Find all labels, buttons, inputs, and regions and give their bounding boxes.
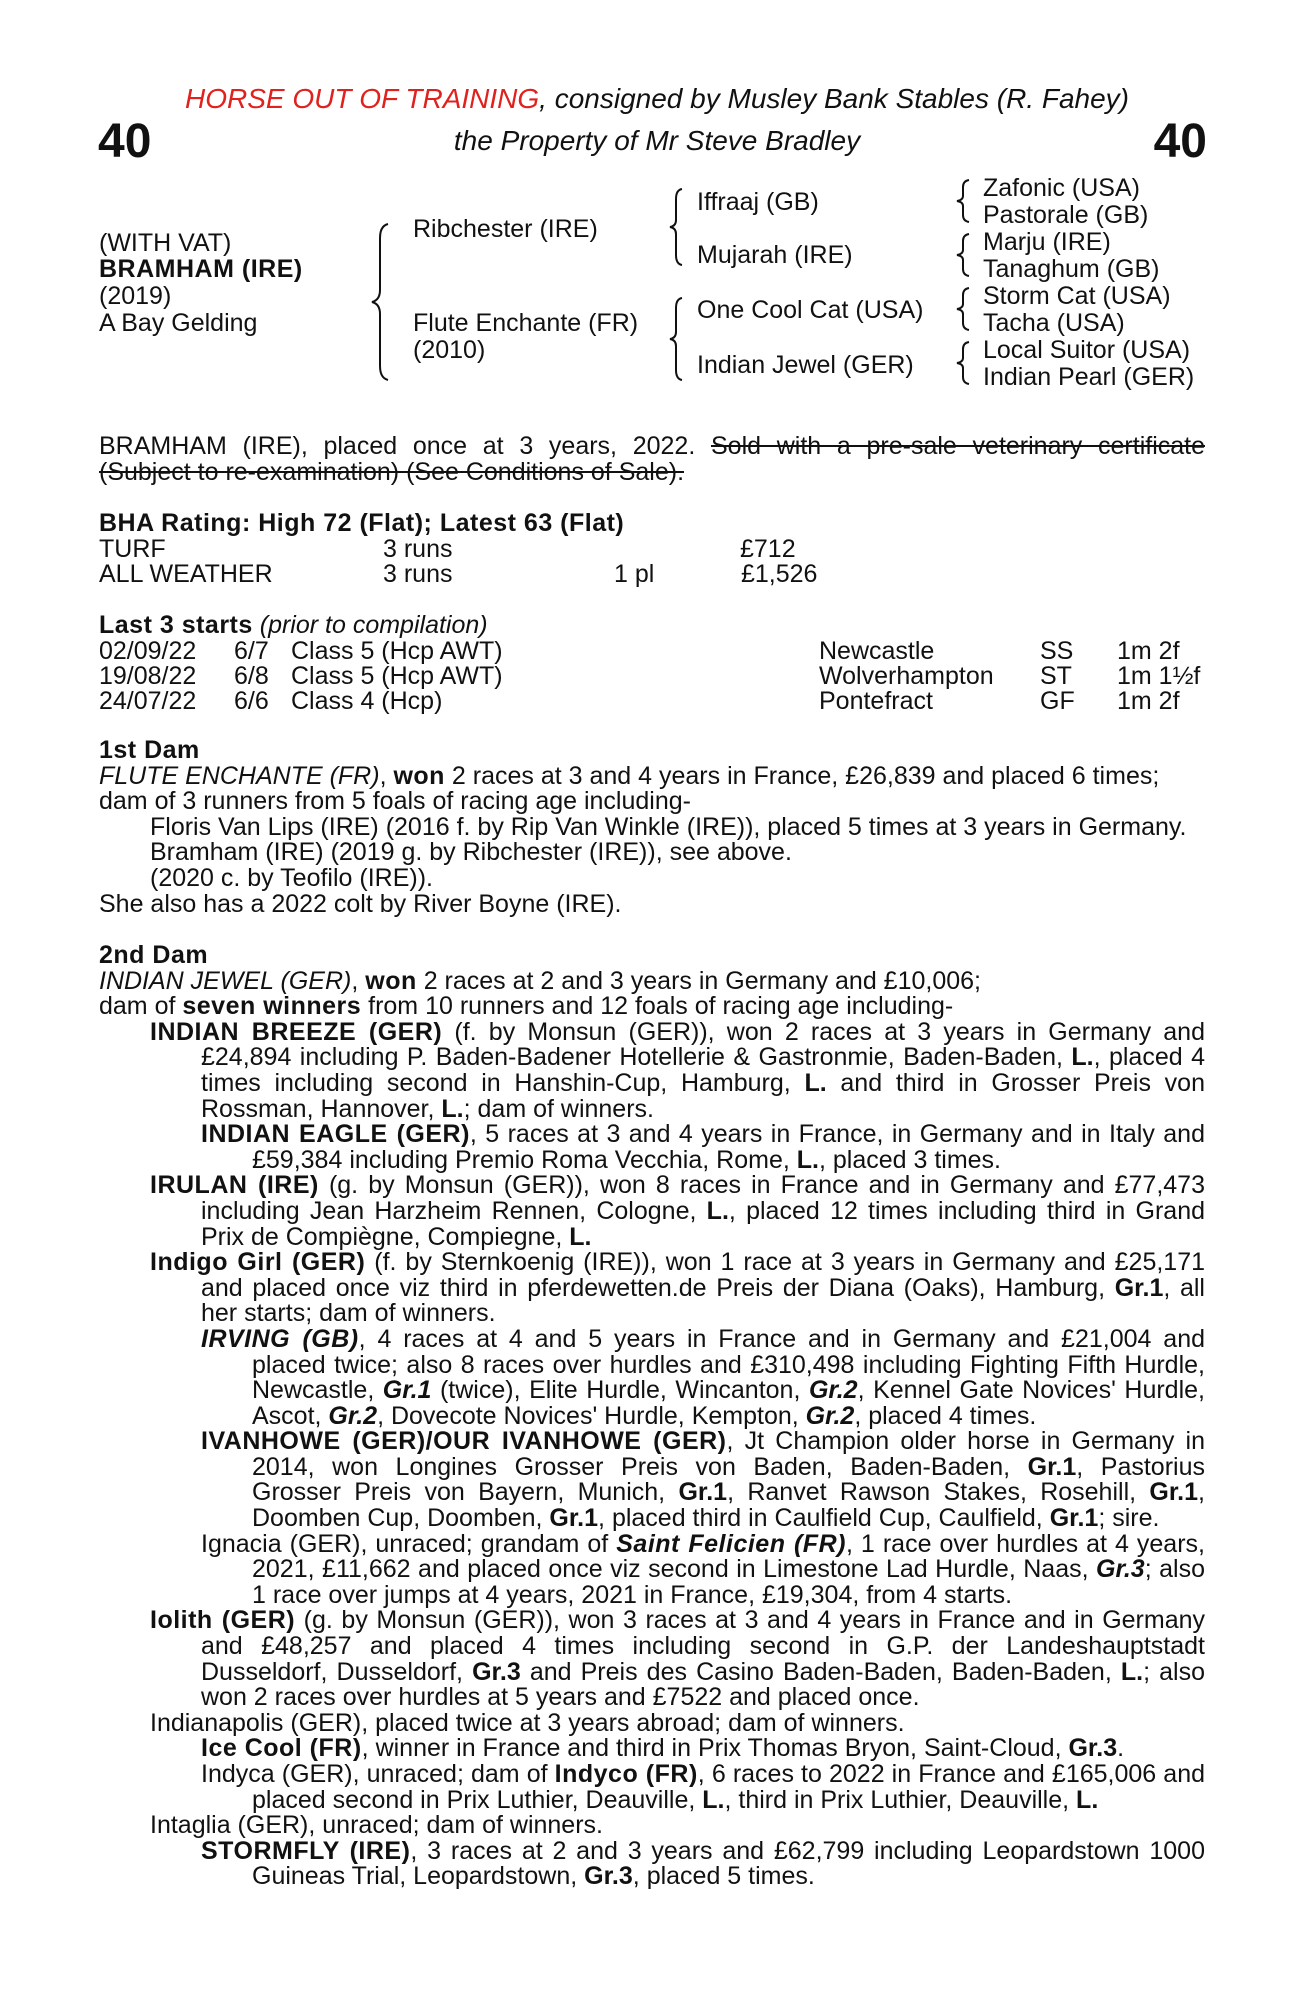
entry-indianapolis: Indianapolis (GER), placed twice at 3 years abroad; dam of winners. <box>150 1708 905 1737</box>
pedigree-g1: Zafonic (USA) <box>983 174 1140 202</box>
pedigree-brace-sire <box>668 187 690 267</box>
pedigree-dam-year: (2010) <box>413 336 486 364</box>
second-dam-record: 2 races at 2 and 3 years in Germany and £10,006; <box>416 966 981 995</box>
pedigree-g6: Tacha (USA) <box>983 309 1125 337</box>
pedigree-g4: Tanaghum (GB) <box>983 255 1160 283</box>
pedigree-dam: Flute Enchante (FR) <box>413 309 639 337</box>
first-dam-won: won <box>393 761 445 790</box>
start-2-course: Wolverhampton <box>819 662 994 690</box>
summary-text: BRAMHAM (IRE), placed once at 3 years, 2022. <box>99 432 696 460</box>
start-1-date: 02/09/22 <box>99 637 197 665</box>
second-dam-won: won <box>365 966 417 995</box>
header-line-2: the Property of Mr Steve Bradley <box>453 125 861 156</box>
pedigree-brace-g3 <box>955 286 975 332</box>
start-2-class: Class 5 (Hcp AWT) <box>291 662 503 690</box>
lot-number-right: 40 <box>1153 115 1207 168</box>
pedigree-sire-dam: Mujarah (IRE) <box>697 241 853 269</box>
consignor-text: , consigned by Musley Bank Stables (R. Fahey) <box>539 83 1129 114</box>
pedigree-brace-g4 <box>955 340 975 386</box>
rating-row-aw-surface: ALL WEATHER <box>99 560 273 588</box>
entry-irving: IRVING (GB), 4 races at 4 and 5 years in France and in Germany and £21,004 and placed twice; also 8 races over hurdles and £310,498 including Fighting Fifth Hurdle, Newcastle, Gr.1 (twice), Elite Hurdle, Wincanton, Gr.2, Kennel Gate Novices' Hurdle, Ascot, Gr.2, Dovecote Novices' Hurdle, Kempton, Gr.2, placed 4 times. <box>201 1324 1205 1430</box>
start-1-class: Class 5 (Hcp AWT) <box>291 637 503 665</box>
start-1-dist: 1m 2f <box>1117 637 1180 665</box>
entry-indigo-girl: Indigo Girl (GER) (f. by Sternkoenig (IRE)), won 1 race at 3 years in Germany and £25,171 and placed once viz third in pferdewetten.de Preis der Diana (Oaks), Hamburg, Gr.1, all her starts; dam of winners. <box>150 1248 1205 1328</box>
start-1-course: Newcastle <box>819 637 935 665</box>
first-dam-line2: dam of 3 runners from 5 foals of racing age including- <box>99 787 691 816</box>
first-dam-progeny-1: Floris Van Lips (IRE) (2016 f. by Rip Van Winkle (IRE)), placed 5 times at 3 years in Germany. <box>150 812 1187 841</box>
vet-cert-struck-2: (Subject to re-examination) (See Conditions of Sale). <box>99 457 685 486</box>
pedigree-g7: Local Suitor (USA) <box>983 336 1191 364</box>
first-dam-heading: 1st Dam <box>99 736 200 764</box>
pedigree-brace-g1 <box>955 178 975 224</box>
entry-stormfly: STORMFLY (IRE), 3 races at 2 and 3 years and £62,799 including Leopardstown 1000 Guineas Trial, Leopardstown, Gr.3, placed 5 times. <box>201 1836 1205 1891</box>
entry-indian-breeze: INDIAN BREEZE (GER) (f. by Monsun (GER)), won 2 races at 3 years in Germany and £24,894 including P. Baden-Badener Hotellerie & Gastronmie, Baden-Baden, L., placed 4 times including second in Hanshin-Cup, Hamburg, L. and third in Grosser Preis von Rossman, Hannover, L.; dam of winners. <box>150 1017 1205 1123</box>
bha-rating-heading: BHA Rating: High 72 (Flat); Latest 63 (Flat) <box>99 509 625 537</box>
horse-name: BRAMHAM (IRE) <box>99 255 303 283</box>
second-dam-heading: 2nd Dam <box>99 941 209 969</box>
start-2-dist: 1m 1½f <box>1117 662 1201 690</box>
pedigree-brace-dam <box>668 296 690 382</box>
seven-winners: seven winners <box>182 992 362 1021</box>
entry-ivanhowe: IVANHOWE (GER)/OUR IVANHOWE (GER), Jt Champion older horse in Germany in 2014, won Longines Grosser Preis von Baden, Baden-Baden, Gr.1, Pastorius Grosser Preis von Bayern, Munich, Gr.1, Ranvet Rawson Stakes, Rosehill, Gr.1, Doomben Cup, Doomben, Gr.1, placed third in Caulfield Cup, Caulfield, Gr.1; sire. <box>201 1427 1205 1533</box>
start-3-dist: 1m 2f <box>1117 687 1180 715</box>
pedigree-brace-main <box>370 222 400 382</box>
start-2-pos: 6/8 <box>234 662 269 690</box>
first-dam-progeny-3: (2020 c. by Teofilo (IRE)). <box>150 863 433 892</box>
start-3-date: 24/07/22 <box>99 687 197 715</box>
start-3-course: Pontefract <box>819 687 933 715</box>
pedigree-g3: Marju (IRE) <box>983 228 1111 256</box>
header-line-1 <box>0 82 1314 116</box>
first-dam-note: She also has a 2022 colt by River Boyne (IRE). <box>99 889 622 918</box>
rating-row-turf-surface: TURF <box>99 535 166 563</box>
entry-intaglia: Intaglia (GER), unraced; dam of winners. <box>150 1811 603 1840</box>
entry-ignacia: Ignacia (GER), unraced; grandam of Saint Felicien (FR), 1 race over hurdles at 4 years, 2021, £11,662 and placed once viz second in Limestone Lad Hurdle, Naas, Gr.3; also 1 race over jumps at 4 years, 2021 in France, £19,304, from 4 starts. <box>201 1529 1205 1609</box>
start-3-pos: 6/6 <box>234 687 269 715</box>
entry-indyca: Indyca (GER), unraced; dam of Indyco (FR), 6 races to 2022 in France and £165,006 and placed second in Prix Luthier, Deauville, L., third in Prix Luthier, Deauville, L. <box>201 1760 1206 1814</box>
second-dam-section: 2nd Dam INDIAN JEWEL (GER), won 2 races at 2 and 3 years in Germany and £10,006; dam of seven winners from 10 runners and 12 foals of racing age including- INDIAN BREEZE (GER) (f. by Monsun (GER)), won 2 races at 3 years in Germany and £24,894 including P. Baden-Badener Hotellerie & Gastronmie, Baden-Baden, L., placed 4 times including second in Hanshin-Cup, Hamburg, L. and third in Grosser Preis von Rossman, Hannover, L.; dam of winners. INDIAN EAGLE (GER), 5 races at 3 and 4 years in France, in Germany and in Italy and £59,384 including Premio Roma Vecchia, Rome, L., placed 3 times. IRULAN (IRE) (g. by Monsun (GER)), won 8 races in France and in Germany and £77,473 including Jean Harzheim Rennen, Cologne, L., placed 12 times including third in Grand Prix de Compiègne, Compiegne, L. Indigo Girl (GER) (f. by Sternkoenig (IRE)), won 1 race at 3 years in Germany and £25,171 and placed once viz third in pferdewetten.de Preis der Diana (Oaks), Hamburg, Gr.1, all her starts; dam of winners. IRVING (GB), 4 races at 4 and 5 years in France and in Germany and £21,004 and placed twice; also 8 races over hurdles and £310,498 including Fighting Fifth Hurdle, Newcastle, Gr.1 (twice), Elite Hurdle, Wincanton, Gr.2, Kennel Gate Novices' Hurdle, Ascot, Gr.2, Dovecote Novices' Hurdle, Kempton, Gr.2, placed 4 times. IVANHOWE (GER)/OUR IVANHOWE (GER), Jt Champion older horse in Germany in 2014, won Longines Grosser Preis von Baden, Baden-Baden, Gr.1, Pastorius Grosser Preis von Bayern, Munich, Gr.1, Ranvet Rawson Stakes, Rosehill, Gr.1, Doomben Cup, Doomben, Gr.1, placed third in Caulfield Cup, Caulfield, Gr.1; sire. Ignacia (GER), unraced; grandam of Saint Felicien (FR), 1 race over hurdles at 4 years, 2021, £11,662 and placed once viz second in Limestone Lad Hurdle, Naas, Gr.3; also 1 race over jumps at 4 years, 2021 in France, £19,304, from 4 starts. Iolith (GER) (g. by Monsun (GER)), won 3 races at 3 and 4 years in France and in Germany and £48,257 and placed 4 times including second in G.P. der Landeshauptstadt Dusseldorf, Dusseldorf, Gr.3 and Preis des Casino Baden-Baden, Baden-Baden, L.; also won 2 races over hurdles at 5 years and £7522 and placed once. Indianapolis (GER), placed twice at 3 years abroad; dam of winners. Ice Cool (FR), winner in France and third in Prix Thomas Bryon, Saint-Cloud, Gr.3. Indyca (GER), unraced; dam of Indyco (FR), 6 races to 2022 in France and £165,006 and placed second in Prix Luthier, Deauville, L., third in Prix Luthier, Deauville, L. Intaglia (GER), unraced; dam of winners. STORMFLY (IRE), 3 races at 2 and 3 years and £62,799 including Leopardstown 1000 Guineas Trial, Leopardstown, Gr.3, placed 5 times. <box>99 941 1206 1891</box>
pedigree-dam-sire: One Cool Cat (USA) <box>697 296 924 324</box>
horse-out-of-training-label: HORSE OUT OF TRAINING <box>184 83 540 114</box>
start-3-going: GF <box>1040 687 1075 715</box>
start-1-going: SS <box>1040 637 1074 665</box>
start-3-class: Class 4 (Hcp) <box>291 687 443 715</box>
entry-indian-eagle: INDIAN EAGLE (GER), 5 races at 3 and 4 years in France, in Germany and in Italy and £59,384 including Premio Roma Vecchia, Rome, L., placed 3 times. <box>201 1120 1205 1174</box>
pedigree-dam-dam: Indian Jewel (GER) <box>697 351 914 379</box>
last-starts-heading-line <box>99 612 488 638</box>
pedigree-brace-g2 <box>955 232 975 278</box>
last-starts-heading: Last 3 starts <box>99 611 253 639</box>
last-starts-note: (prior to compilation) <box>259 611 488 639</box>
vet-cert-struck-1: Sold with a pre-sale veterinary certificate <box>711 432 1205 460</box>
rating-row-turf-runs: 3 runs <box>383 535 453 563</box>
horse-year: (2019) <box>99 282 172 310</box>
first-dam-name: FLUTE ENCHANTE (FR) <box>99 761 380 790</box>
rating-row-turf-earnings: £712 <box>740 535 796 563</box>
start-2-date: 19/08/22 <box>99 662 197 690</box>
vat-label: (WITH VAT) <box>99 229 232 257</box>
pedigree-g2: Pastorale (GB) <box>983 201 1149 229</box>
pedigree-g5: Storm Cat (USA) <box>983 282 1171 310</box>
entry-irulan: IRULAN (IRE) (g. by Monsun (GER)), won 8 races in France and in Germany and £77,473 including Jean Harzheim Rennen, Cologne, L., placed 12 times including third in Grand Prix de Compiègne, Compiegne, L. <box>150 1171 1205 1251</box>
rating-row-aw-placed: 1 pl <box>614 560 655 588</box>
horse-description: A Bay Gelding <box>99 309 258 337</box>
pedigree-g8: Indian Pearl (GER) <box>983 363 1195 391</box>
rating-row-aw-runs: 3 runs <box>383 560 453 588</box>
lot-number-left: 40 <box>98 115 152 168</box>
second-dam-name: INDIAN JEWEL (GER) <box>99 966 352 995</box>
entry-iolith: Iolith (GER) (g. by Monsun (GER)), won 3 races at 3 and 4 years in France and in Germany and £48,257 and placed 4 times including second in G.P. der Landeshauptstadt Dusseldorf, Dusseldorf, Gr.3 and Preis des Casino Baden-Baden, Baden-Baden, L.; also won 2 races over hurdles at 5 years and £7522 and placed once. <box>150 1606 1205 1712</box>
pedigree-sire: Ribchester (IRE) <box>413 215 598 243</box>
entry-ice-cool: Ice Cool (FR), winner in France and third in Prix Thomas Bryon, Saint-Cloud, Gr.3. <box>201 1734 1125 1763</box>
pedigree-sire-sire: Iffraaj (GB) <box>697 188 819 216</box>
first-dam-section: 1st Dam FLUTE ENCHANTE (FR), won 2 races at 3 and 4 years in France, £26,839 and placed 6 times; dam of 3 runners from 5 foals of racing age including- Floris Van Lips (IRE) (2016 f. by Rip Van Winkle (IRE)), placed 5 times at 3 years in Germany. Bramham (IRE) (2019 g. by Ribchester (IRE)), see above. (2020 c. by Teofilo (IRE)). She also has a 2022 colt by River Boyne (IRE). <box>99 738 1205 917</box>
start-2-going: ST <box>1040 662 1072 690</box>
rating-row-aw-earnings: £1,526 <box>741 560 818 588</box>
start-1-pos: 6/7 <box>234 637 269 665</box>
first-dam-progeny-2: Bramham (IRE) (2019 g. by Ribchester (IRE)), see above. <box>150 838 792 867</box>
summary-block <box>99 434 1205 485</box>
first-dam-record: 2 races at 3 and 4 years in France, £26,839 and placed 6 times; <box>444 761 1160 790</box>
